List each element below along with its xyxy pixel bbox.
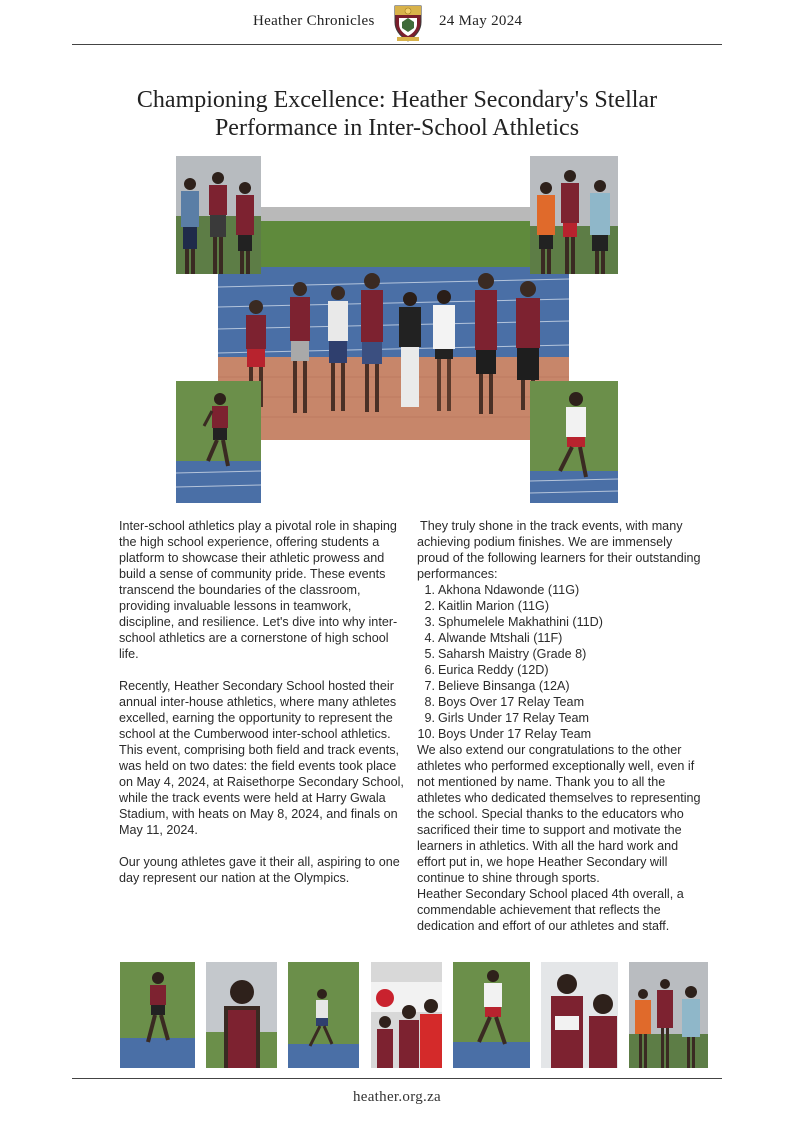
list-item: 1. Akhona Ndawonde (11G) [424,583,580,597]
header-divider [72,44,722,45]
list-item: 10. Boys Under 17 Relay Team [417,727,592,741]
gallery-photo-3 [288,962,359,1068]
congrats-paragraph: We also extend our congratulations to the other athletes who performed exceptionally well, even if not mentioned by name. Thank you to all the athletes who dedicated themselves to representing the school. Special thanks to the educators who sacrificed their time to support and motivate the learners in athletics. With all the hard work and effort put in, we hope Heather Secondary will continue to shine through sports. [417,743,701,885]
gallery-photo-6 [541,962,618,1068]
top-right-athletes-photo [530,156,618,274]
list-item: 5. Saharsh Maistry (Grade 8) [424,647,587,661]
headline-line-2: Performance in Inter-School Athletics [214,115,580,141]
gallery-photo-1 [120,962,195,1068]
intro-paragraph: Inter-school athletics play a pivotal role in shaping the high school experience, offering students a platform to showcase their athletic prowess and build a sense of community pride. These events transcend the boundaries of the classroom, providing invaluable lessons in teamwork, discipline, and resilience. Let's dive into why inter-school athletics are a cornerstone of high school life. [119,519,398,661]
event-paragraph: Recently, Heather Secondary School hosted their annual inter-house athletics, where many athletes excelled, earning the opportunity to represent the school at the Cumberwood inter-school athletics. This event, comprising both field and track events, was held on two dates: the field events took place on May 4, 2024, at Raisethorpe Secondary School, while the track events were held at Harry Gwala Stadium, with heats on May 8, 2024, and finals on May 11, 2024. [119,679,404,837]
team-group-photo [218,207,569,440]
page-header [0,0,794,46]
list-item: 6. Eurica Reddy (12D) [424,663,549,677]
school-crest-icon [393,4,423,42]
website-link[interactable]: heather.org.za [352,1089,442,1105]
bottom-left-sprinter-photo [176,381,261,503]
issue-date: 24 May 2024 [439,13,523,29]
aspiration-paragraph: Our young athletes gave it their all, aspiring to one day represent our nation at the Olympics. [119,855,400,885]
list-item: 7. Believe Binsanga (12A) [424,679,570,693]
list-item: 9. Girls Under 17 Relay Team [424,711,589,725]
gallery-photo-4 [371,962,442,1068]
achievers-list [417,582,707,742]
bottom-right-sprinter-photo [530,381,618,503]
closing-paragraph: Heather Secondary School placed 4th overall, a commendable achievement that reflects the dedication and effort of our athletes and staff. [417,887,684,933]
achievers-intro: They truly shone in the track events, with many achieving podium finishes. We are immensely proud of the following learners for their outstanding performances: [417,519,701,581]
page-title [100,86,694,142]
article-right-column [417,518,707,934]
gallery-photo-2 [206,962,277,1068]
top-left-athletes-photo [176,156,261,274]
headline-line-1: Championing Excellence: Heather Secondary's Stellar [136,87,658,113]
list-item: 3. Sphumelele Makhathini (11D) [424,615,603,629]
article-left-column [119,518,409,886]
footer-divider [72,1078,722,1079]
gallery-photo-5 [453,962,530,1068]
publication-title: Heather Chronicles [253,13,375,29]
list-item: 4. Alwande Mtshali (11F) [424,631,563,645]
list-item: 8. Boys Over 17 Relay Team [424,695,585,709]
gallery-photo-7 [629,962,708,1068]
list-item: 2. Kaitlin Marion (11G) [424,599,550,613]
